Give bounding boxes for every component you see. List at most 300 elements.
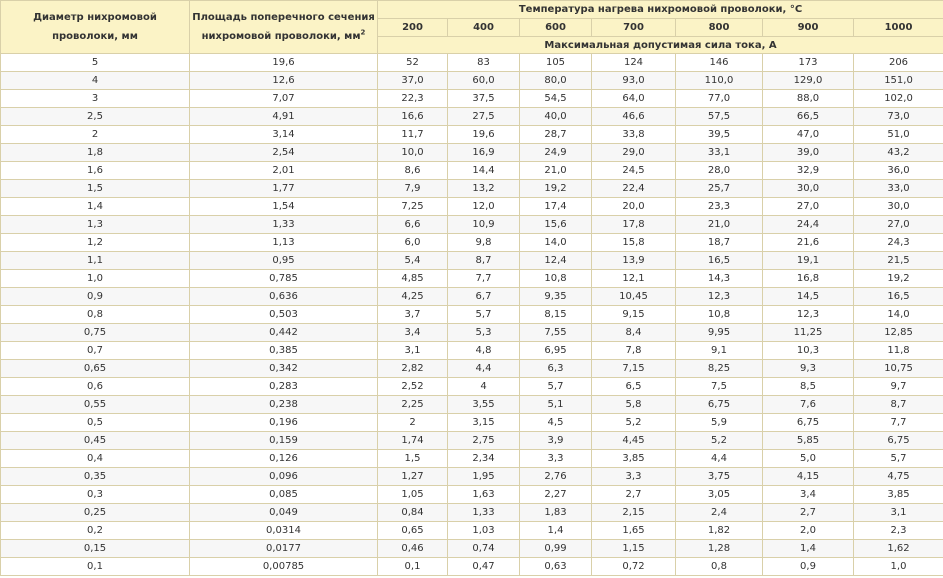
temperature-column-header: 700	[592, 19, 676, 37]
current-cell: 1,62	[854, 540, 943, 558]
current-cell: 33,0	[854, 180, 943, 198]
area-cell: 7,07	[190, 90, 378, 108]
current-cell: 4,5	[520, 414, 592, 432]
current-cell: 27,5	[448, 108, 520, 126]
current-cell: 9,1	[676, 342, 763, 360]
current-cell: 11,25	[763, 324, 854, 342]
current-cell: 40,0	[520, 108, 592, 126]
current-cell: 6,75	[763, 414, 854, 432]
current-cell: 3,3	[520, 450, 592, 468]
area-cell: 0,049	[190, 504, 378, 522]
current-cell: 1,15	[592, 540, 676, 558]
area-cell: 0,238	[190, 396, 378, 414]
current-cell: 1,82	[676, 522, 763, 540]
diameter-cell: 1,5	[1, 180, 190, 198]
table-row	[1, 414, 943, 432]
current-cell: 46,6	[592, 108, 676, 126]
current-cell: 5,1	[520, 396, 592, 414]
current-cell: 7,7	[854, 414, 943, 432]
area-cell: 2,01	[190, 162, 378, 180]
current-cell: 4,4	[676, 450, 763, 468]
diameter-cell: 0,8	[1, 306, 190, 324]
current-cell: 10,75	[854, 360, 943, 378]
table-row	[1, 432, 943, 450]
current-cell: 22,3	[378, 90, 448, 108]
current-cell: 0,65	[378, 522, 448, 540]
area-header	[190, 1, 378, 54]
current-cell: 102,0	[854, 90, 943, 108]
current-cell: 0,74	[448, 540, 520, 558]
table-row	[1, 396, 943, 414]
current-cell: 17,8	[592, 216, 676, 234]
area-cell: 0,0314	[190, 522, 378, 540]
current-cell: 6,7	[448, 288, 520, 306]
temperature-header: Температура нагрева нихромовой проволоки, °C	[378, 1, 943, 19]
current-cell: 0,63	[520, 558, 592, 576]
current-cell: 16,6	[378, 108, 448, 126]
table-row	[1, 126, 943, 144]
current-cell: 3,85	[592, 450, 676, 468]
current-cell: 9,3	[763, 360, 854, 378]
table-row	[1, 234, 943, 252]
current-cell: 2,75	[448, 432, 520, 450]
current-cell: 9,15	[592, 306, 676, 324]
area-cell: 0,196	[190, 414, 378, 432]
current-cell: 146	[676, 54, 763, 72]
current-cell: 16,8	[763, 270, 854, 288]
diameter-cell: 0,55	[1, 396, 190, 414]
current-cell: 12,85	[854, 324, 943, 342]
area-cell: 0,95	[190, 252, 378, 270]
current-cell: 27,0	[763, 198, 854, 216]
table-row	[1, 108, 943, 126]
area-cell: 0,085	[190, 486, 378, 504]
area-cell: 0,785	[190, 270, 378, 288]
area-cell: 0,342	[190, 360, 378, 378]
current-cell: 6,0	[378, 234, 448, 252]
table-row	[1, 468, 943, 486]
table-row	[1, 288, 943, 306]
current-cell: 1,4	[763, 540, 854, 558]
current-cell: 3,55	[448, 396, 520, 414]
area-cell: 1,33	[190, 216, 378, 234]
current-cell: 1,95	[448, 468, 520, 486]
current-cell: 0,1	[378, 558, 448, 576]
current-cell: 1,33	[448, 504, 520, 522]
current-cell: 2,0	[763, 522, 854, 540]
current-cell: 0,8	[676, 558, 763, 576]
diameter-cell: 2	[1, 126, 190, 144]
current-cell: 4,85	[378, 270, 448, 288]
temperature-column-header: 200	[378, 19, 448, 37]
table-row	[1, 252, 943, 270]
diameter-cell: 5	[1, 54, 190, 72]
current-cell: 8,25	[676, 360, 763, 378]
current-cell: 4,25	[378, 288, 448, 306]
current-cell: 5,8	[592, 396, 676, 414]
current-cell: 4,75	[854, 468, 943, 486]
current-cell: 14,0	[854, 306, 943, 324]
current-cell: 6,75	[676, 396, 763, 414]
current-cell: 3,15	[448, 414, 520, 432]
table-row	[1, 270, 943, 288]
area-cell: 0,442	[190, 324, 378, 342]
table-row	[1, 486, 943, 504]
current-cell: 24,3	[854, 234, 943, 252]
current-cell: 13,9	[592, 252, 676, 270]
current-cell: 27,0	[854, 216, 943, 234]
current-cell: 11,7	[378, 126, 448, 144]
current-cell: 8,4	[592, 324, 676, 342]
current-cell: 3,75	[676, 468, 763, 486]
current-cell: 3,7	[378, 306, 448, 324]
current-cell: 2,4	[676, 504, 763, 522]
current-cell: 3,1	[378, 342, 448, 360]
current-cell: 57,5	[676, 108, 763, 126]
current-cell: 88,0	[763, 90, 854, 108]
current-cell: 60,0	[448, 72, 520, 90]
current-cell: 15,8	[592, 234, 676, 252]
current-cell: 1,28	[676, 540, 763, 558]
current-cell: 30,0	[763, 180, 854, 198]
area-header-sup: 2	[360, 28, 366, 37]
current-cell: 7,8	[592, 342, 676, 360]
current-cell: 7,5	[676, 378, 763, 396]
current-cell: 2,15	[592, 504, 676, 522]
current-cell: 1,83	[520, 504, 592, 522]
current-cell: 12,3	[676, 288, 763, 306]
current-cell: 4	[448, 378, 520, 396]
current-cell: 3,1	[854, 504, 943, 522]
current-cell: 21,0	[520, 162, 592, 180]
current-cell: 3,05	[676, 486, 763, 504]
table-row	[1, 72, 943, 90]
current-cell: 10,45	[592, 288, 676, 306]
current-cell: 13,2	[448, 180, 520, 198]
current-cell: 20,0	[592, 198, 676, 216]
area-cell: 2,54	[190, 144, 378, 162]
current-cell: 9,8	[448, 234, 520, 252]
current-cell: 2,25	[378, 396, 448, 414]
area-header-label: Площадь поперечного сечения нихромовой проволоки, мм	[192, 12, 375, 42]
current-cell: 25,7	[676, 180, 763, 198]
current-cell: 33,1	[676, 144, 763, 162]
diameter-cell: 0,15	[1, 540, 190, 558]
current-cell: 3,3	[592, 468, 676, 486]
current-cell: 10,0	[378, 144, 448, 162]
current-cell: 14,3	[676, 270, 763, 288]
diameter-cell: 3	[1, 90, 190, 108]
area-cell: 0,636	[190, 288, 378, 306]
diameter-cell: 0,5	[1, 414, 190, 432]
current-cell: 39,5	[676, 126, 763, 144]
current-cell: 4,15	[763, 468, 854, 486]
current-cell: 17,4	[520, 198, 592, 216]
table-row	[1, 558, 943, 576]
current-cell: 1,5	[378, 450, 448, 468]
area-cell: 1,54	[190, 198, 378, 216]
temperature-column-header: 800	[676, 19, 763, 37]
current-cell: 0,72	[592, 558, 676, 576]
area-cell: 1,77	[190, 180, 378, 198]
table-row	[1, 522, 943, 540]
current-cell: 14,5	[763, 288, 854, 306]
table-body	[1, 54, 943, 576]
current-cell: 7,9	[378, 180, 448, 198]
table-row	[1, 180, 943, 198]
current-cell: 1,74	[378, 432, 448, 450]
table-row	[1, 324, 943, 342]
current-cell: 2,82	[378, 360, 448, 378]
current-cell: 5,2	[592, 414, 676, 432]
current-cell: 8,7	[854, 396, 943, 414]
current-cell: 8,15	[520, 306, 592, 324]
current-cell: 3,4	[763, 486, 854, 504]
table-row	[1, 144, 943, 162]
current-cell: 2,76	[520, 468, 592, 486]
diameter-cell: 0,75	[1, 324, 190, 342]
current-cell: 6,5	[592, 378, 676, 396]
diameter-cell: 1,1	[1, 252, 190, 270]
table-row	[1, 504, 943, 522]
current-cell: 8,6	[378, 162, 448, 180]
current-cell: 6,6	[378, 216, 448, 234]
current-cell: 64,0	[592, 90, 676, 108]
diameter-cell: 0,3	[1, 486, 190, 504]
current-cell: 18,7	[676, 234, 763, 252]
current-cell: 5,4	[378, 252, 448, 270]
current-cell: 51,0	[854, 126, 943, 144]
table-row	[1, 198, 943, 216]
current-cell: 7,6	[763, 396, 854, 414]
current-cell: 15,6	[520, 216, 592, 234]
diameter-cell: 1,4	[1, 198, 190, 216]
temperature-column-header: 600	[520, 19, 592, 37]
current-cell: 28,7	[520, 126, 592, 144]
current-cell: 1,27	[378, 468, 448, 486]
current-cell: 10,3	[763, 342, 854, 360]
diameter-cell: 0,25	[1, 504, 190, 522]
current-cell: 8,5	[763, 378, 854, 396]
table-row	[1, 306, 943, 324]
current-cell: 80,0	[520, 72, 592, 90]
table-row	[1, 90, 943, 108]
diameter-cell: 0,6	[1, 378, 190, 396]
current-cell: 5,7	[854, 450, 943, 468]
table-row	[1, 162, 943, 180]
current-cell: 2,3	[854, 522, 943, 540]
diameter-cell: 0,4	[1, 450, 190, 468]
current-cell: 10,8	[520, 270, 592, 288]
current-cell: 6,75	[854, 432, 943, 450]
current-cell: 9,95	[676, 324, 763, 342]
current-cell: 0,47	[448, 558, 520, 576]
temperature-column-header: 900	[763, 19, 854, 37]
current-cell: 7,15	[592, 360, 676, 378]
temperature-column-header: 400	[448, 19, 520, 37]
current-cell: 5,2	[676, 432, 763, 450]
current-cell: 12,4	[520, 252, 592, 270]
current-cell: 19,2	[854, 270, 943, 288]
current-cell: 0,84	[378, 504, 448, 522]
current-cell: 151,0	[854, 72, 943, 90]
diameter-cell: 0,45	[1, 432, 190, 450]
current-cell: 47,0	[763, 126, 854, 144]
current-cell: 19,6	[448, 126, 520, 144]
current-cell: 124	[592, 54, 676, 72]
current-cell: 129,0	[763, 72, 854, 90]
area-cell: 0,0177	[190, 540, 378, 558]
diameter-cell: 0,7	[1, 342, 190, 360]
current-cell: 1,4	[520, 522, 592, 540]
current-cell: 5,3	[448, 324, 520, 342]
current-cell: 0,46	[378, 540, 448, 558]
current-cell: 2,7	[592, 486, 676, 504]
area-cell: 3,14	[190, 126, 378, 144]
current-cell: 8,7	[448, 252, 520, 270]
current-cell: 52	[378, 54, 448, 72]
table-row	[1, 360, 943, 378]
current-cell: 0,9	[763, 558, 854, 576]
current-cell: 24,5	[592, 162, 676, 180]
diameter-cell: 0,1	[1, 558, 190, 576]
area-cell: 0,00785	[190, 558, 378, 576]
current-cell: 21,0	[676, 216, 763, 234]
current-cell: 1,05	[378, 486, 448, 504]
current-cell: 7,7	[448, 270, 520, 288]
area-cell: 12,6	[190, 72, 378, 90]
temperature-column-header: 1000	[854, 19, 943, 37]
current-cell: 2,7	[763, 504, 854, 522]
current-cell: 83	[448, 54, 520, 72]
current-cell: 21,5	[854, 252, 943, 270]
table-row	[1, 54, 943, 72]
diameter-cell: 0,65	[1, 360, 190, 378]
current-cell: 2,27	[520, 486, 592, 504]
diameter-cell: 1,0	[1, 270, 190, 288]
diameter-header: Диаметр нихромовой проволоки, мм	[1, 1, 190, 54]
current-cell: 12,0	[448, 198, 520, 216]
current-cell: 10,8	[676, 306, 763, 324]
current-cell: 3,4	[378, 324, 448, 342]
current-cell: 1,65	[592, 522, 676, 540]
current-cell: 6,3	[520, 360, 592, 378]
current-cell: 33,8	[592, 126, 676, 144]
table-row	[1, 342, 943, 360]
current-cell: 5,0	[763, 450, 854, 468]
current-cell: 7,55	[520, 324, 592, 342]
diameter-cell: 1,8	[1, 144, 190, 162]
current-cell: 2	[378, 414, 448, 432]
current-cell: 4,45	[592, 432, 676, 450]
diameter-cell: 0,2	[1, 522, 190, 540]
diameter-cell: 0,9	[1, 288, 190, 306]
current-cell: 1,63	[448, 486, 520, 504]
current-cell: 19,2	[520, 180, 592, 198]
current-cell: 29,0	[592, 144, 676, 162]
current-cell: 3,85	[854, 486, 943, 504]
current-cell: 5,7	[448, 306, 520, 324]
area-cell: 0,283	[190, 378, 378, 396]
current-cell: 7,25	[378, 198, 448, 216]
current-cell: 5,85	[763, 432, 854, 450]
current-cell: 73,0	[854, 108, 943, 126]
current-cell: 6,95	[520, 342, 592, 360]
current-cell: 36,0	[854, 162, 943, 180]
current-cell: 37,5	[448, 90, 520, 108]
current-cell: 16,5	[854, 288, 943, 306]
current-cell: 22,4	[592, 180, 676, 198]
area-cell: 1,13	[190, 234, 378, 252]
current-cell: 12,1	[592, 270, 676, 288]
table-row	[1, 378, 943, 396]
current-cell: 9,35	[520, 288, 592, 306]
current-cell: 93,0	[592, 72, 676, 90]
current-cell: 2,34	[448, 450, 520, 468]
current-cell: 21,6	[763, 234, 854, 252]
diameter-cell: 1,3	[1, 216, 190, 234]
current-cell: 9,7	[854, 378, 943, 396]
current-cell: 28,0	[676, 162, 763, 180]
current-cell: 37,0	[378, 72, 448, 90]
current-cell: 24,4	[763, 216, 854, 234]
diameter-cell: 4	[1, 72, 190, 90]
current-cell: 1,03	[448, 522, 520, 540]
current-cell: 77,0	[676, 90, 763, 108]
current-cell: 1,0	[854, 558, 943, 576]
current-cell: 66,5	[763, 108, 854, 126]
current-cell: 4,8	[448, 342, 520, 360]
current-cell: 11,8	[854, 342, 943, 360]
table-row	[1, 450, 943, 468]
current-cell: 5,9	[676, 414, 763, 432]
current-cell: 206	[854, 54, 943, 72]
table-header	[1, 1, 943, 54]
area-cell: 0,503	[190, 306, 378, 324]
current-cell: 19,1	[763, 252, 854, 270]
current-cell: 23,3	[676, 198, 763, 216]
diameter-cell: 1,6	[1, 162, 190, 180]
current-cell: 4,4	[448, 360, 520, 378]
area-cell: 4,91	[190, 108, 378, 126]
current-cell: 5,7	[520, 378, 592, 396]
current-cell: 0,99	[520, 540, 592, 558]
current-cell: 39,0	[763, 144, 854, 162]
current-cell: 30,0	[854, 198, 943, 216]
table-row	[1, 540, 943, 558]
current-cell: 105	[520, 54, 592, 72]
current-cell: 3,9	[520, 432, 592, 450]
current-cell: 2,52	[378, 378, 448, 396]
diameter-cell: 2,5	[1, 108, 190, 126]
current-cell: 14,0	[520, 234, 592, 252]
diameter-cell: 0,35	[1, 468, 190, 486]
current-cell: 12,3	[763, 306, 854, 324]
current-header: Максимальная допустимая сила тока, А	[378, 37, 943, 54]
current-cell: 14,4	[448, 162, 520, 180]
current-cell: 32,9	[763, 162, 854, 180]
diameter-cell: 1,2	[1, 234, 190, 252]
current-cell: 173	[763, 54, 854, 72]
table-row	[1, 216, 943, 234]
current-cell: 16,5	[676, 252, 763, 270]
area-cell: 0,159	[190, 432, 378, 450]
current-cell: 43,2	[854, 144, 943, 162]
area-cell: 0,385	[190, 342, 378, 360]
current-cell: 24,9	[520, 144, 592, 162]
current-cell: 54,5	[520, 90, 592, 108]
area-cell: 0,096	[190, 468, 378, 486]
